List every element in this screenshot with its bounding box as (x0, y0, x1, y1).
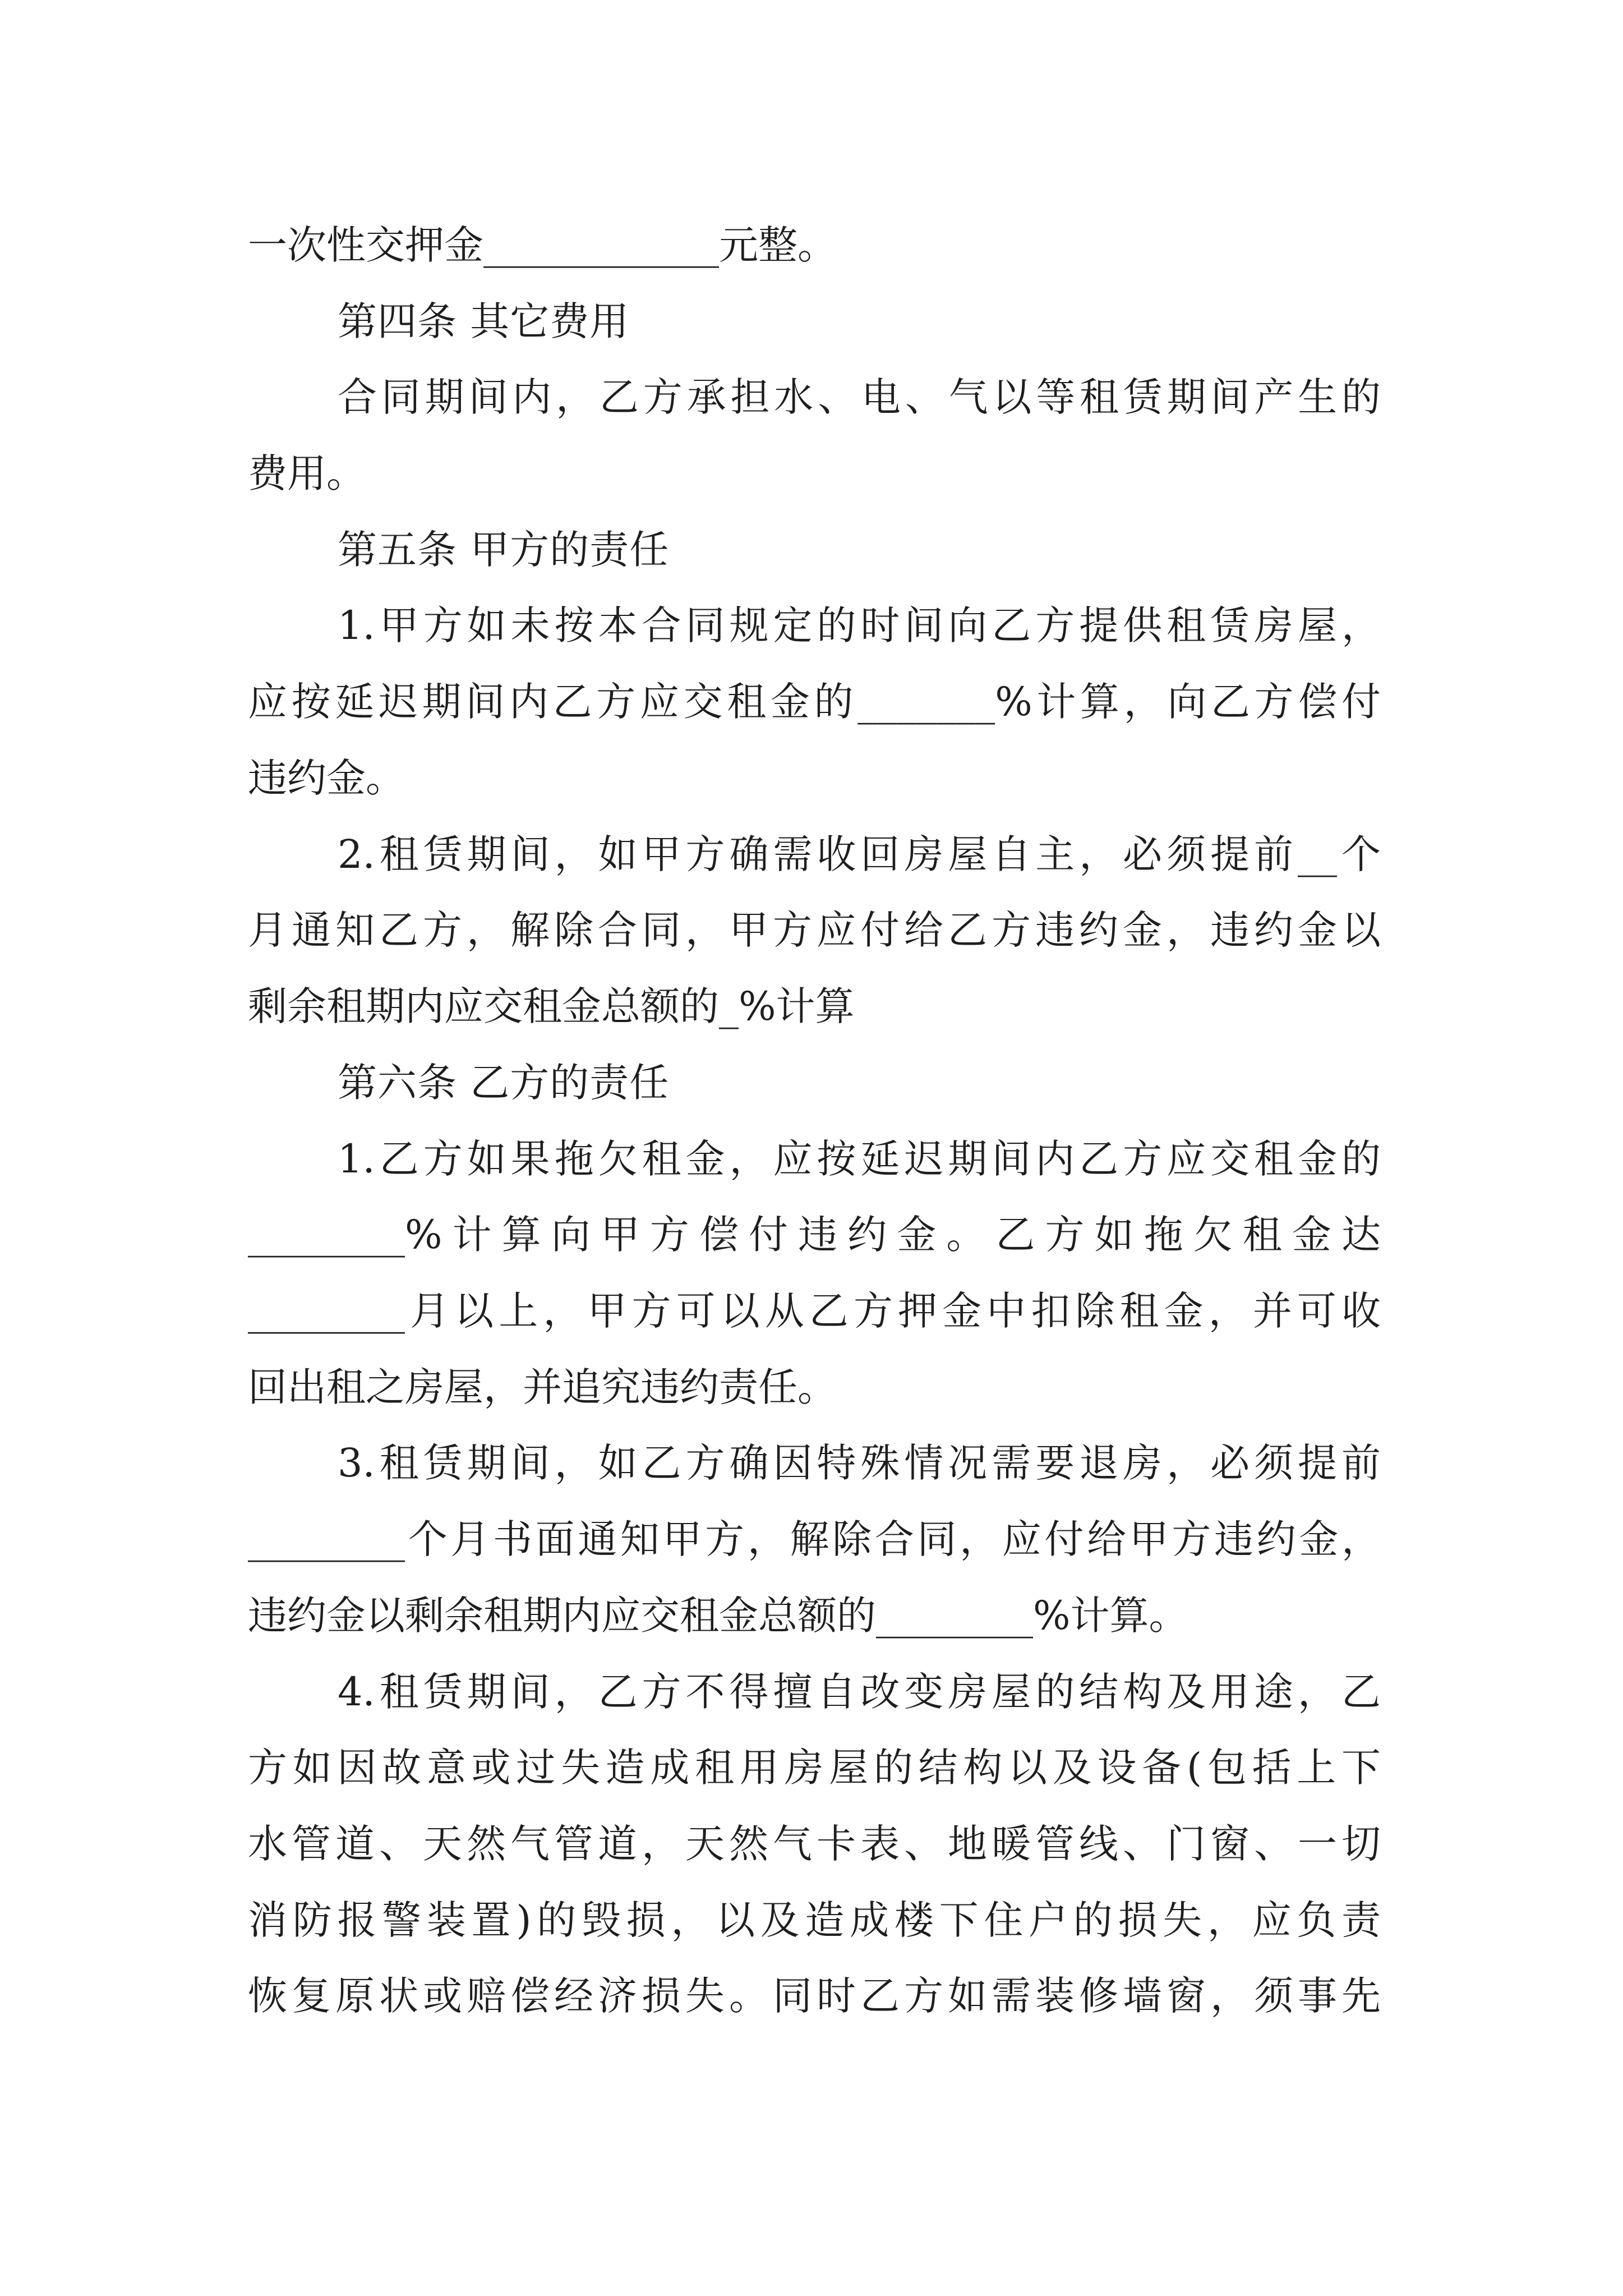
article-6-clause-1-line-1: 1.乙方如果拖欠租金，应按延迟期间内乙方应交租金的 (338, 1136, 1381, 1182)
article-6-clause-1-line-2: ________%计算向甲方偿付违约金。乙方如拖欠租金达 (248, 1212, 1381, 1258)
article-4-text-line-2: 费用。 (248, 450, 366, 496)
article-5-clause-1-line-3: 违约金。 (248, 755, 405, 801)
article-6-clause-3-line-3: 违约金以剩余租期内应交租金总额的________%计算。 (248, 1593, 1188, 1639)
article-6-clause-3-line-1: 3.租赁期间，如乙方确因特殊情况需要退房，必须提前 (338, 1440, 1381, 1486)
article-6-clause-4-line-4: 消防报警装置)的毁损，以及造成楼下住户的损失，应负责 (248, 1897, 1381, 1943)
article-6-clause-1-line-4: 回出租之房屋，并追究违约责任。 (248, 1364, 837, 1410)
article-5-heading: 第五条 甲方的责任 (338, 527, 670, 573)
article-5-clause-2-line-2: 月通知乙方，解除合同，甲方应付给乙方违约金，违约金以 (248, 907, 1381, 953)
article-5-clause-2-line-1: 2.租赁期间，如甲方确需收回房屋自主，必须提前__个 (338, 831, 1381, 877)
deposit-line: 一次性交押金____________元整。 (248, 222, 837, 268)
article-4-text-line-1: 合同期间内，乙方承担水、电、气以等租赁期间产生的 (338, 374, 1381, 420)
article-5-clause-2-line-3: 剩余租期内应交租金总额的_%计算 (248, 983, 855, 1029)
article-6-clause-4-line-2: 方如因故意或过失造成租用房屋的结构以及设备(包括上下 (248, 1745, 1381, 1791)
article-5-clause-1-line-1: 1.甲方如未按本合同规定的时间向乙方提供租赁房屋， (338, 602, 1381, 648)
article-6-clause-4-line-3: 水管道、天然气管道，天然气卡表、地暖管线、门窗、一切 (248, 1821, 1381, 1867)
article-4-heading: 第四条 其它费用 (338, 298, 630, 344)
article-6-clause-1-line-3: ________月以上，甲方可以从乙方押金中扣除租金，并可收 (248, 1288, 1381, 1334)
article-6-clause-3-line-2: ________个月书面通知甲方，解除合同，应付给甲方违约金， (248, 1516, 1381, 1562)
article-5-clause-1-line-2: 应按延迟期间内乙方应交租金的_______%计算，向乙方偿付 (248, 679, 1381, 725)
article-6-clause-4-line-1: 4.租赁期间，乙方不得擅自改变房屋的结构及用途，乙 (338, 1669, 1381, 1715)
article-6-heading: 第六条 乙方的责任 (338, 1060, 670, 1106)
article-6-clause-4-line-5: 恢复原状或赔偿经济损失。同时乙方如需装修墙窗，须事先 (248, 1973, 1381, 2019)
